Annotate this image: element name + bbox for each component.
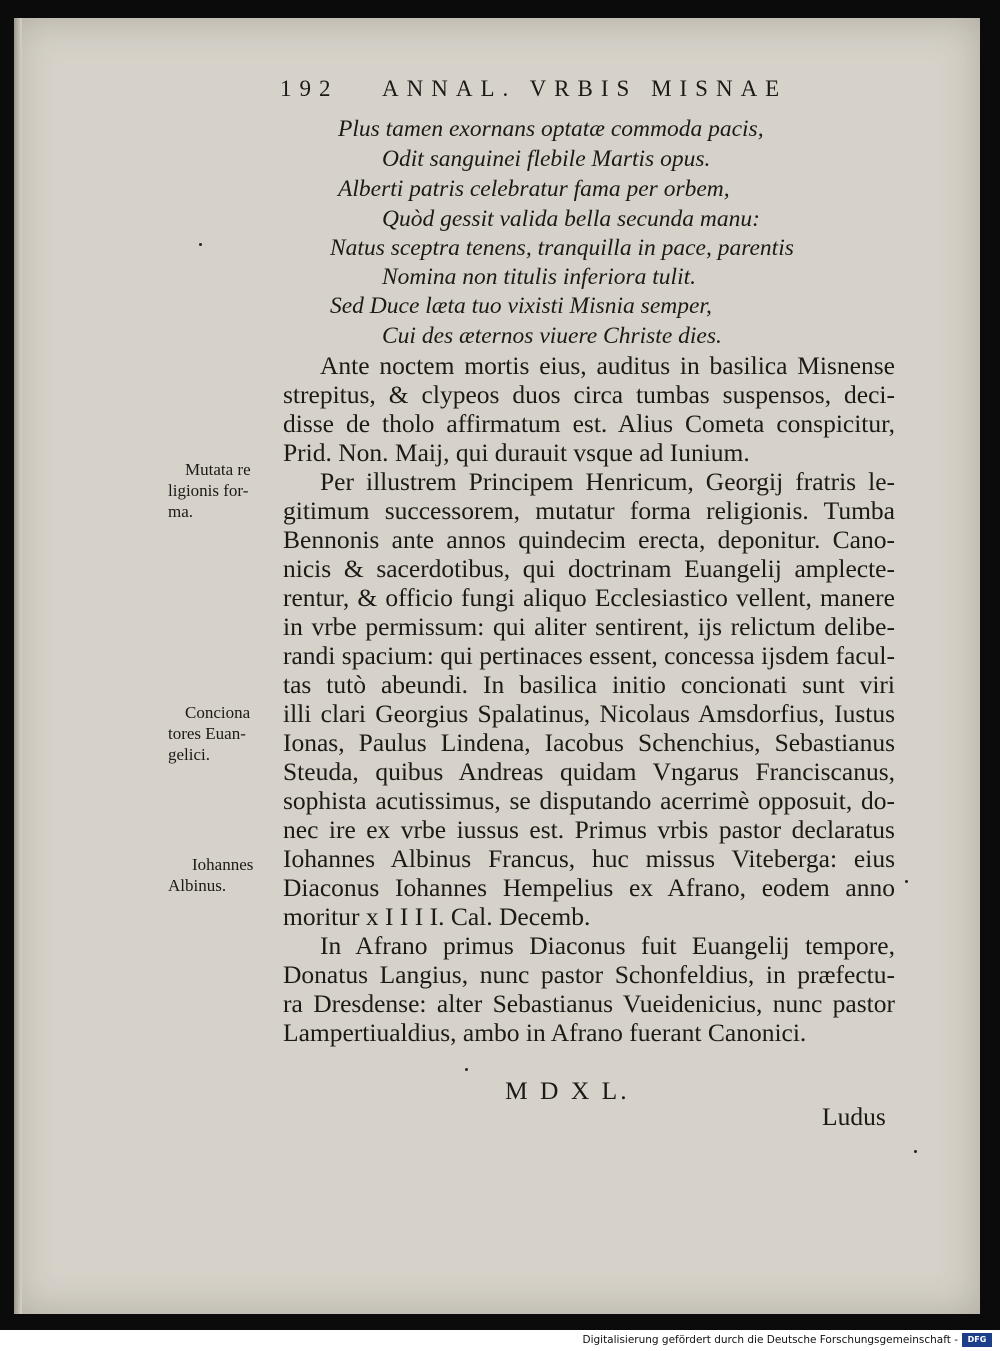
body-line: tas tutò abeundi. In basilica initio concionati sunt viri — [283, 670, 895, 699]
page-speck — [905, 880, 908, 883]
margin-note-line: Albinus. — [168, 876, 227, 895]
body-line: nicis & sacerdotibus, qui doctrinam Euangelij amplecte- — [283, 554, 895, 583]
body-line: Lampertiualdius, ambo in Afrano fuerant Canonici. — [283, 1018, 807, 1047]
page-gutter-shadow — [14, 18, 22, 1314]
body-line: In Afrano primus Diaconus fuit Euangelij tempore, — [320, 931, 895, 960]
margin-note-line: gelici. — [168, 745, 211, 764]
body-line: ra Dresdense: alter Sebastianus Vueidenicius, nunc pastor — [283, 989, 895, 1018]
dfg-logo: DFG — [962, 1333, 992, 1347]
body-line: Diaconus Iohannes Hempelius ex Afrano, eodem anno — [283, 873, 895, 902]
verse-line: Natus sceptra tenens, tranquilla in pace, parentis — [330, 235, 794, 261]
verse-line: Nomina non titulis inferiora tulit. — [382, 264, 697, 290]
margin-note-line: tores Euan- — [168, 724, 246, 743]
margin-note-line: Mutata re — [185, 460, 251, 479]
body-line: Ante noctem mortis eius, auditus in basilica Misnense — [320, 351, 895, 380]
body-line: Donatus Langius, nunc pastor Schonfeldius, in præfectu- — [283, 960, 895, 989]
body-line: Steuda, quibus Andreas quidam Vngarus Franciscanus, — [283, 757, 895, 786]
body-line: Bennonis ante annos quindecim erecta, deponitur. Cano- — [283, 525, 895, 554]
page-number: 192 — [280, 76, 339, 101]
verse-line: Odit sanguinei flebile Martis opus. — [382, 146, 711, 172]
body-line: gitimum successorem, mutatur forma religionis. Tumba — [283, 496, 895, 525]
page-speck — [465, 1068, 468, 1071]
body-line: nec ire ex vrbe iussus est. Primus vrbis pastor declaratus — [283, 815, 895, 844]
verse-line: Cui des æternos viuere Christe dies. — [382, 323, 722, 349]
page-speck — [199, 243, 202, 246]
page-speck — [914, 1150, 917, 1153]
verse-line: Sed Duce læta tuo vixisti Misnia semper, — [330, 293, 712, 319]
body-line: Per illustrem Principem Henricum, Georgij fratris le- — [320, 467, 895, 496]
margin-note-line: ligionis for- — [168, 481, 249, 500]
body-line: randi spacium: qui pertinaces essent, concessa ijsdem facul- — [283, 641, 895, 670]
body-line: Ionas, Paulus Lindena, Iacobus Schenchius, Sebastianus — [283, 728, 895, 757]
body-line: Iohannes Albinus Francus, huc missus Viteberga: eius — [283, 844, 895, 873]
body-line: sophista acutissimus, se disputando acerrimè opposuit, do- — [283, 786, 895, 815]
body-line: rentur, & officio fungi aliquo Ecclesiastico vellent, manere — [283, 583, 895, 612]
catchword: Ludus — [822, 1102, 886, 1131]
body-line: illi clari Georgius Spalatinus, Nicolaus Amsdorfius, Iustus — [283, 699, 895, 728]
footer-bar — [0, 1330, 1000, 1351]
body-line: strepitus, & clypeos duos circa tumbas suspensos, deci- — [283, 380, 895, 409]
margin-note-line: Conciona — [185, 703, 251, 722]
footer-credit: Digitalisierung gefördert durch die Deutsche Forschungsgemeinschaft - — [582, 1334, 958, 1346]
body-line: disse de tholo affirmatum est. Alius Cometa conspicitur, — [283, 409, 895, 438]
margin-note-line: Iohannes — [192, 855, 254, 874]
body-line: Prid. Non. Maij, qui durauit vsque ad Iunium. — [283, 438, 750, 467]
running-title: ANNAL. VRBIS MISNAE — [382, 76, 788, 101]
verse-line: Plus tamen exornans optatæ commoda pacis, — [338, 116, 764, 142]
verse-line: Quòd gessit valida bella secunda manu: — [382, 206, 760, 232]
margin-note-line: ma. — [168, 502, 194, 521]
verse-line: Alberti patris celebratur fama per orbem, — [338, 176, 730, 202]
body-line: moritur x I I I I. Cal. Decemb. — [283, 902, 591, 931]
body-line: in vrbe permissum: qui aliter sentirent, ijs relictum delibe- — [283, 612, 895, 641]
year-heading: M D X L. — [505, 1076, 630, 1105]
